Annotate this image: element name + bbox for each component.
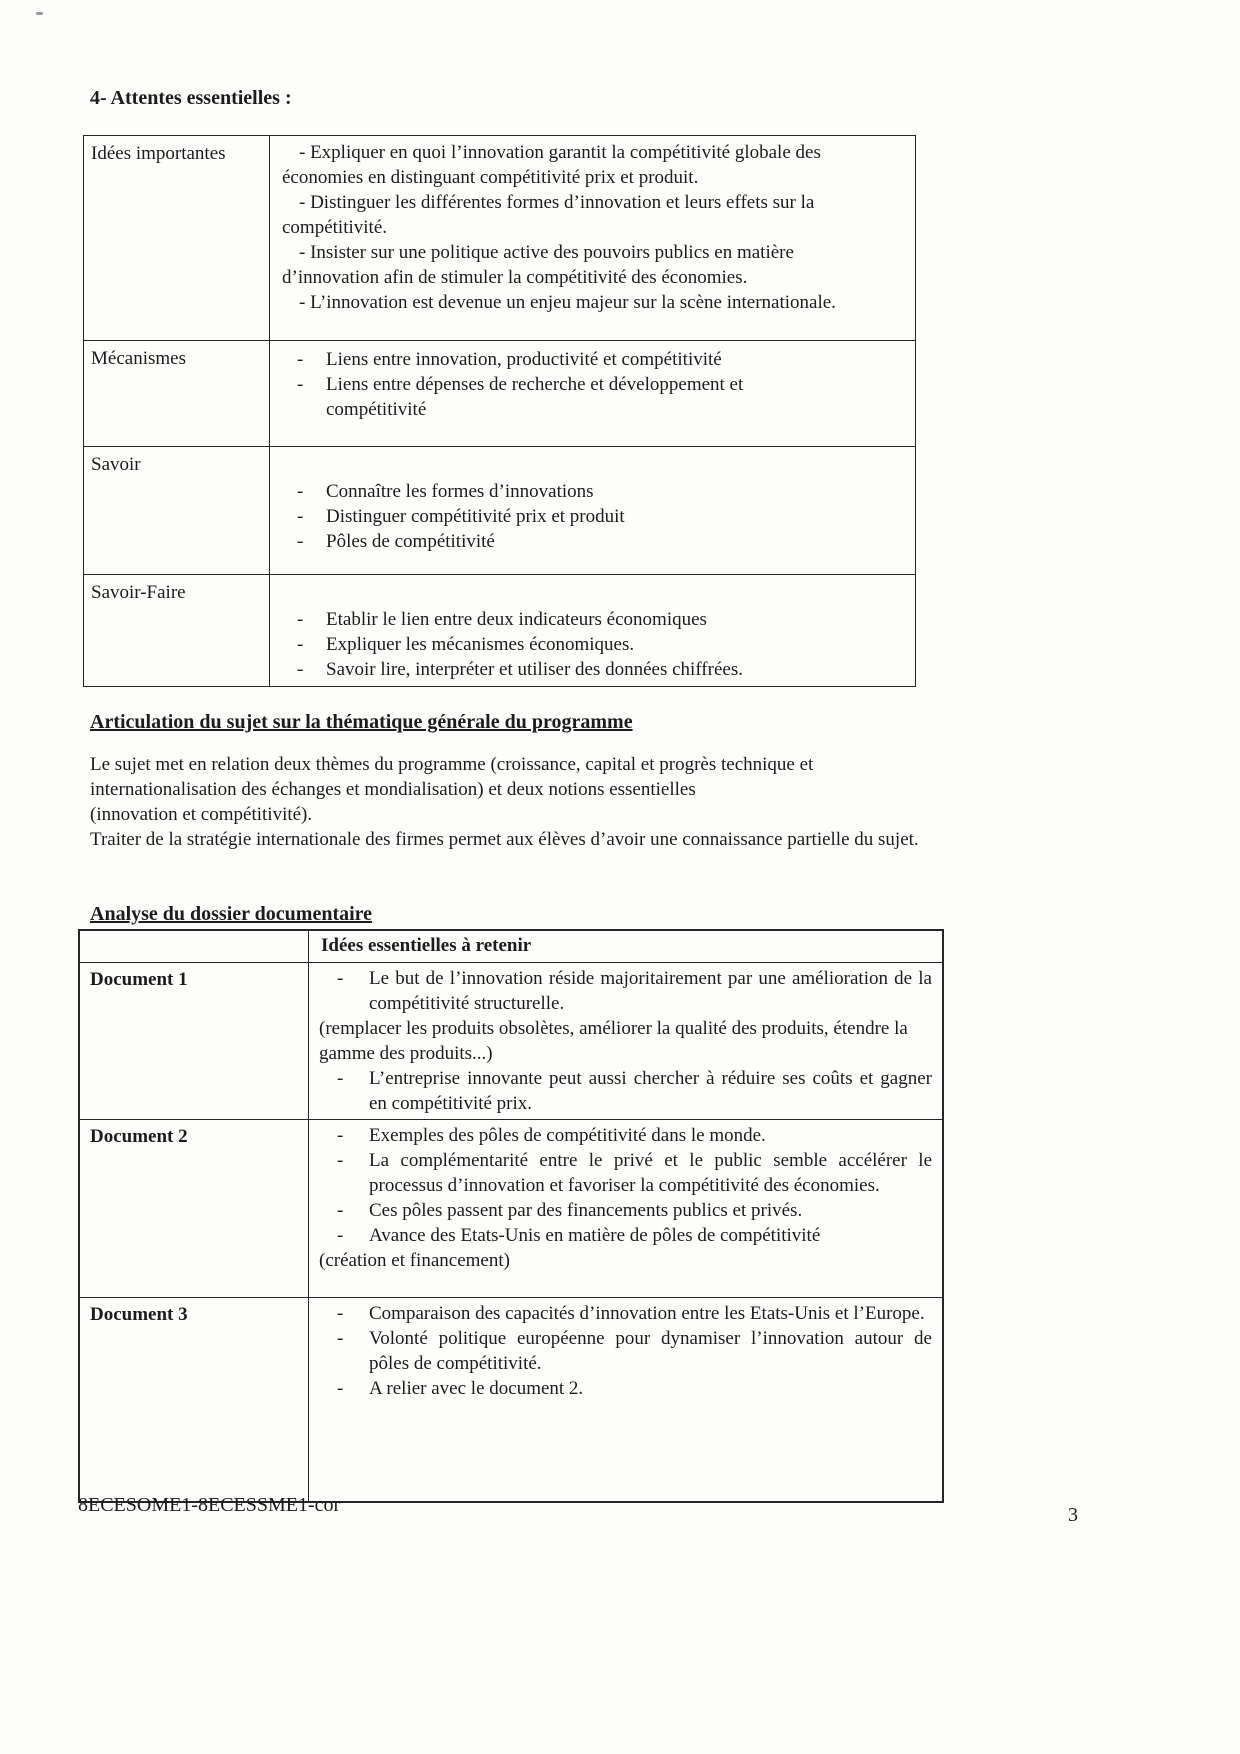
- articulation-heading: Articulation du sujet sur la thématique générale du programme: [90, 711, 633, 733]
- bullet-text: A relier avec le document 2.: [369, 1377, 584, 1399]
- dash-marker: -: [337, 1067, 344, 1089]
- dash-marker: -: [337, 1327, 344, 1349]
- dossier-heading: Analyse du dossier documentaire: [90, 903, 373, 925]
- scan-artifact: [36, 12, 43, 15]
- content-line: - L’innovation est devenue un enjeu majeur sur la scène internationale.: [299, 292, 836, 313]
- bullet-text: L’entreprise innovante peut aussi chercher à réduire ses coûts et gagner en compétitivité prix.: [369, 1067, 932, 1114]
- row-label-cell: Savoir: [84, 447, 270, 575]
- table-header-row: [79, 930, 943, 962]
- row-content-cell: [309, 1119, 944, 1297]
- articulation-paragraph: [90, 752, 1100, 852]
- bullet-item: [309, 1326, 932, 1376]
- bullet-item: [309, 1066, 932, 1116]
- dash-marker: -: [297, 634, 304, 655]
- bullet-item: [282, 657, 887, 682]
- bullet-list: [282, 451, 887, 554]
- bullet-item: [282, 372, 887, 422]
- bullet-text: Avance des Etats-Unis en matière de pôles de compétitivité: [369, 1224, 821, 1246]
- bullet-text: La complémentarité entre le privé et le public semble accélérer le processus d’innovation et favoriser la compétitivité des économies.: [369, 1149, 932, 1196]
- page-title: 4- Attentes essentielles :: [90, 87, 292, 109]
- document-label-cell: Document 3: [79, 1297, 309, 1502]
- bullet-item: [282, 347, 887, 372]
- bullet-text: Liens entre innovation, productivité et compétitivité: [326, 349, 722, 370]
- row-content-cell: [270, 575, 916, 687]
- note-text: (remplacer les produits obsolètes, améliorer la qualité des produits, étendre la gamme des produits...): [319, 1017, 908, 1064]
- content-line: - Expliquer en quoi l’innovation garantit la compétitivité globale des économies en distinguant compétitivité prix et produit.: [282, 142, 821, 188]
- table-row: [79, 1297, 943, 1502]
- table-row: [84, 341, 916, 447]
- dash-marker: -: [337, 1124, 344, 1146]
- bullet-text: Volonté politique européenne pour dynamiser l’innovation autour de pôles de compétitivité.: [369, 1327, 932, 1374]
- attentes-table: [83, 135, 916, 687]
- bullet-text: Exemples des pôles de compétitivité dans le monde.: [369, 1124, 766, 1146]
- row-label-cell: Idées importantes: [84, 136, 270, 341]
- bullet-item: [282, 632, 887, 657]
- bullet-item: [282, 504, 887, 529]
- bullet-item: [309, 1376, 932, 1401]
- dash-marker: -: [297, 506, 304, 527]
- bullet-text: Comparaison des capacités d’innovation entre les Etats-Unis et l’Europe.: [369, 1302, 925, 1324]
- bullet-item: [309, 1223, 932, 1248]
- table-row: [79, 962, 943, 1119]
- bullet-item: [309, 1301, 932, 1326]
- row-content-cell: [309, 1297, 944, 1502]
- paragraph-line: internationalisation des échanges et mondialisation) et deux notions essentielles: [90, 779, 696, 800]
- paragraph-line: Traiter de la stratégie internationale des firmes permet aux élèves d’avoir une connaissance partielle du sujet.: [90, 829, 919, 850]
- bullet-text: Liens entre dépenses de recherche et développement et compétitivité: [326, 374, 744, 420]
- bullet-text: Connaître les formes d’innovations: [326, 481, 594, 502]
- table-row: [79, 1119, 943, 1297]
- header-empty-cell: [79, 930, 309, 962]
- footer-reference: 8ECESOME1-8ECESSME1-cor: [78, 1494, 341, 1516]
- bullet-item: [282, 529, 887, 554]
- note-text: (création et financement): [319, 1249, 510, 1271]
- bullet-text: Distinguer compétitivité prix et produit: [326, 506, 625, 527]
- dash-marker: -: [337, 967, 344, 989]
- dash-marker: -: [297, 531, 304, 552]
- bullet-item: [309, 966, 932, 1016]
- content-line: - Insister sur une politique active des pouvoirs publics en matière d’innovation afin de stimuler la compétitivité des économies.: [282, 242, 794, 288]
- bullet-item: [309, 1123, 932, 1148]
- dash-marker: -: [297, 481, 304, 502]
- dash-marker: -: [297, 374, 304, 395]
- bullet-text: Savoir lire, interpréter et utiliser des données chiffrées.: [326, 659, 743, 680]
- bullet-list: [282, 579, 887, 682]
- bullet-item: [282, 479, 887, 504]
- table-row: [84, 575, 916, 687]
- table-row: [84, 447, 916, 575]
- row-label-cell: Mécanismes: [84, 341, 270, 447]
- dossier-table: [78, 929, 944, 1503]
- dash-marker: -: [337, 1224, 344, 1246]
- dash-marker: -: [297, 659, 304, 680]
- dash-marker: -: [297, 349, 304, 370]
- bullet-text: Pôles de compétitivité: [326, 531, 495, 552]
- bullet-text: Le but de l’innovation réside majoritairement par une amélioration de la compétitivité structurelle.: [369, 967, 932, 1014]
- document-label-cell: Document 1: [79, 962, 309, 1119]
- content-line: - Distinguer les différentes formes d’innovation et leurs effets sur la compétitivité.: [282, 192, 815, 238]
- paragraph-line: Le sujet met en relation deux thèmes du programme (croissance, capital et progrès technique et: [90, 754, 814, 775]
- table-row: [84, 136, 916, 341]
- bullet-text: Etablir le lien entre deux indicateurs économiques: [326, 609, 707, 630]
- row-content-cell: [309, 962, 944, 1119]
- header-title-cell: Idées essentielles à retenir: [309, 930, 944, 962]
- page-number: 3: [1068, 1504, 1078, 1526]
- document-label-cell: Document 2: [79, 1119, 309, 1297]
- dash-marker: -: [337, 1199, 344, 1221]
- bullet-text: Ces pôles passent par des financements publics et privés.: [369, 1199, 803, 1221]
- row-content-cell: [270, 447, 916, 575]
- dash-marker: -: [297, 609, 304, 630]
- dash-marker: -: [337, 1149, 344, 1171]
- row-label-cell: Savoir-Faire: [84, 575, 270, 687]
- row-content-cell: [270, 136, 916, 341]
- bullet-item: [282, 607, 887, 632]
- dash-marker: -: [337, 1302, 344, 1324]
- bullet-text: Expliquer les mécanismes économiques.: [326, 634, 635, 655]
- bullet-item: [309, 1148, 932, 1198]
- bullet-item: [309, 1198, 932, 1223]
- bullet-list: [282, 345, 887, 422]
- dash-marker: -: [337, 1377, 344, 1399]
- row-content-cell: [270, 341, 916, 447]
- paragraph-line: (innovation et compétitivité).: [90, 804, 313, 825]
